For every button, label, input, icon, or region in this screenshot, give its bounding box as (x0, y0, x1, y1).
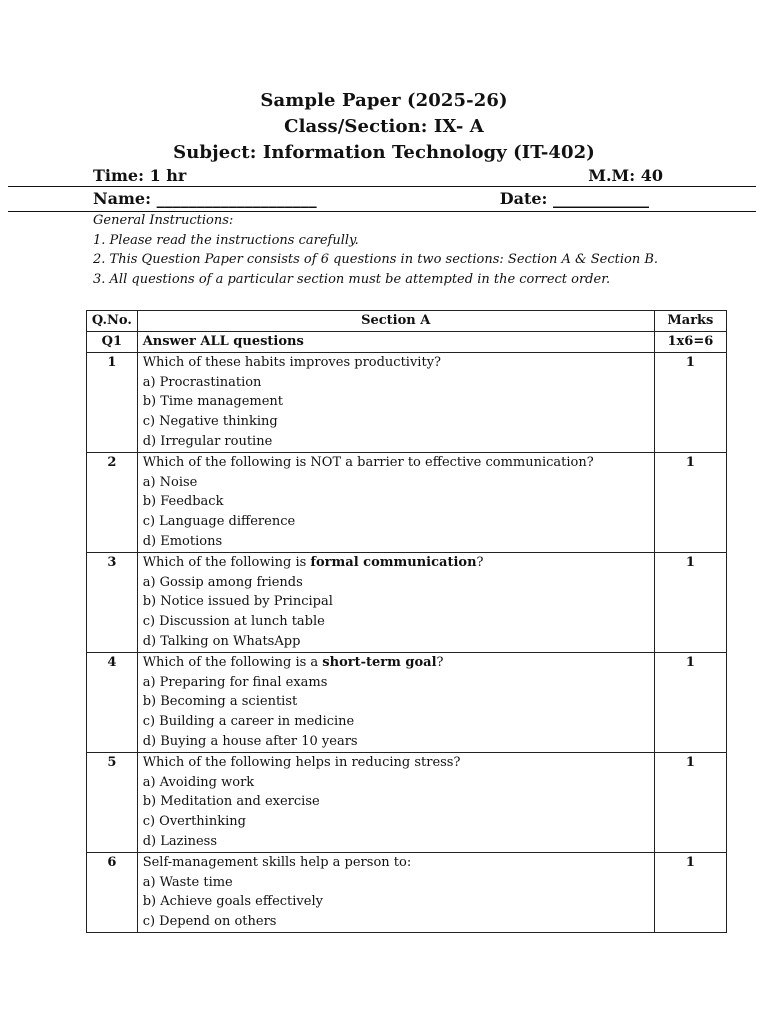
question-marks: 1 (654, 452, 726, 552)
question-number: 2 (87, 452, 138, 552)
question-marks: 1 (654, 752, 726, 852)
question-number: 5 (87, 752, 138, 852)
question-number: 3 (87, 552, 138, 652)
answer-option: d) Laziness (142, 833, 218, 849)
answer-option: a) Gossip among friends (142, 574, 303, 590)
answer-option: a) Procrastination (142, 374, 262, 390)
question-row (87, 752, 727, 852)
class-section: Class/Section: IX- A (284, 116, 484, 137)
group-marks: 1x6=6 (654, 332, 726, 353)
question-row (87, 652, 727, 752)
header-qno: Q.No. (87, 311, 138, 332)
time-label: Time: 1 hr (93, 166, 187, 185)
question-stem: Which of the following is a short-term goal? (142, 654, 444, 670)
answer-option: c) Overthinking (142, 814, 246, 830)
time-marks-row (93, 165, 663, 187)
subject-line: Subject: Information Technology (IT-402) (173, 142, 595, 163)
table-header-row (87, 311, 727, 332)
answer-option: b) Notice issued by Principal (142, 594, 333, 610)
date-field: Date: ____________ (499, 189, 649, 208)
question-number: 1 (87, 352, 138, 452)
name-field: Name: ____________________ (93, 189, 317, 208)
question-stem: Which of these habits improves productivity? (142, 354, 442, 370)
answer-option: c) Building a career in medicine (142, 714, 355, 730)
instruction-item: 3. All questions of a particular section must be attempted in the correct order. (93, 271, 611, 287)
group-qno: Q1 (87, 332, 138, 353)
question-stem: Which of the following is NOT a barrier to effective communication? (142, 454, 594, 470)
max-marks-label: M.M: 40 (588, 166, 663, 185)
answer-option: b) Time management (142, 394, 284, 410)
question-row (87, 352, 727, 452)
group-row (87, 332, 727, 353)
question-marks: 1 (654, 652, 726, 752)
answer-option: a) Waste time (142, 874, 233, 890)
instruction-item: 1. Please read the instructions carefully. (93, 232, 359, 248)
question-content (137, 652, 654, 752)
question-marks: 1 (654, 852, 726, 932)
answer-option: d) Talking on WhatsApp (142, 633, 301, 649)
question-row (87, 852, 727, 932)
name-date-row (93, 188, 663, 210)
answer-option: b) Becoming a scientist (142, 694, 298, 710)
question-content (137, 852, 654, 932)
answer-option: d) Buying a house after 10 years (142, 733, 358, 749)
answer-option: a) Avoiding work (142, 774, 255, 790)
question-table (86, 310, 727, 933)
question-stem: Which of the following helps in reducing stress? (142, 754, 461, 770)
header-marks: Marks (654, 311, 726, 332)
general-instructions (93, 211, 693, 289)
question-content (137, 352, 654, 452)
header-section: Section A (137, 311, 654, 332)
answer-option: c) Discussion at lunch table (142, 614, 325, 630)
answer-option: d) Irregular routine (142, 433, 273, 449)
question-number: 6 (87, 852, 138, 932)
answer-option: c) Negative thinking (142, 414, 278, 430)
question-rows (87, 352, 727, 932)
answer-option: b) Achieve goals effectively (142, 894, 323, 910)
answer-option: b) Feedback (142, 494, 224, 510)
question-content (137, 552, 654, 652)
answer-option: c) Language difference (142, 514, 296, 530)
question-number: 4 (87, 652, 138, 752)
answer-option: c) Depend on others (142, 914, 277, 930)
question-marks: 1 (654, 352, 726, 452)
divider-top (8, 186, 756, 187)
question-stem: Self-management skills help a person to: (142, 854, 412, 870)
question-marks: 1 (654, 552, 726, 652)
answer-option: b) Meditation and exercise (142, 794, 320, 810)
instructions-heading: General Instructions: (93, 213, 234, 228)
question-content (137, 452, 654, 552)
question-row (87, 452, 727, 552)
answer-option: d) Emotions (142, 533, 223, 549)
question-stem: Which of the following is formal communication? (142, 554, 484, 570)
paper-header (0, 88, 768, 166)
answer-option: a) Preparing for final exams (142, 674, 328, 690)
question-row (87, 552, 727, 652)
group-instruction: Answer ALL questions (137, 332, 654, 353)
paper-title: Sample Paper (2025-26) (260, 90, 508, 111)
question-content (137, 752, 654, 852)
instruction-item: 2. This Question Paper consists of 6 questions in two sections: Section A & Section B. (93, 252, 659, 267)
answer-option: a) Noise (142, 474, 198, 490)
